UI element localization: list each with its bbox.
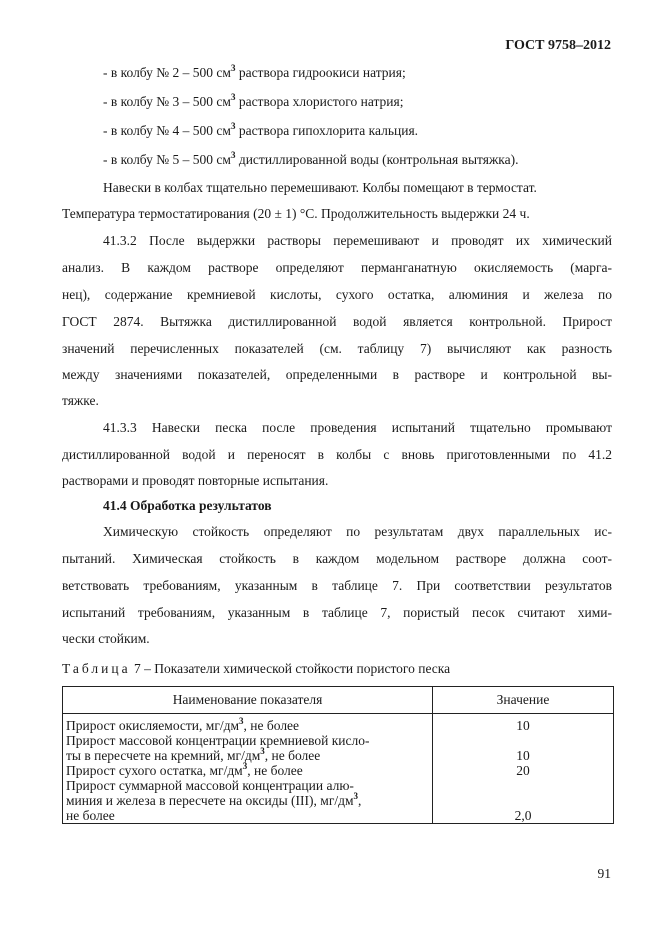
paragraph-line: дистиллированной водой и переносят в колбы с вновь приготовленными по 41.2 bbox=[62, 447, 612, 462]
paragraph-line: испытаний требованиям, указанным в таблице 7, пористый песок считают хими- bbox=[62, 605, 612, 620]
table-row bbox=[63, 763, 614, 778]
paragraph-line: нец), содержание кремниевой кислоты, сухого остатка, алюминия и железа по bbox=[62, 287, 612, 302]
paragraph-line: 41.3.2 После выдержки растворы перемешивают и проводят их химический bbox=[103, 233, 612, 248]
paragraph-line: Навески в колбах тщательно перемешивают. Колбы помещают в термостат. bbox=[103, 180, 537, 195]
paragraph-line: анализ. В каждом растворе определяют перманганатную окисляемость (марга- bbox=[62, 260, 612, 275]
paragraph-line: 41.3.3 Навески песка после проведения испытаний тщательно промывают bbox=[103, 420, 612, 435]
list-item: - в колбу № 5 – 500 $см^3$ дистиллированной воды (контрольная вытяжка). bbox=[103, 150, 519, 167]
table-cell: 20 bbox=[433, 763, 614, 778]
chemical-resistance-table bbox=[62, 686, 614, 824]
table-cell: Прирост окисляемости, $мг/дм^3$, не более bbox=[63, 714, 433, 734]
paragraph-line: Химическую стойкость определяют по результатам двух параллельных ис- bbox=[103, 524, 612, 539]
table-cell: Прирост сухого остатка, $мг/дм^3$, не более bbox=[63, 763, 433, 778]
section-title: 41.4 Обработка результатов bbox=[103, 498, 272, 513]
paragraph-line: ветствовать требованиям, указанным в таблице 7. При соответствии результатов bbox=[62, 578, 612, 593]
table-row bbox=[63, 733, 614, 763]
page-number: 91 bbox=[597, 866, 611, 881]
paragraph-line: значений перечисленных показателей (см. таблицу 7) вычисляют как разность bbox=[62, 341, 612, 356]
table-row bbox=[63, 714, 614, 734]
table-cell: 10 bbox=[433, 714, 614, 734]
paragraph-line: пытаний. Химическая стойкость в каждом модельном растворе должна соот- bbox=[62, 551, 612, 566]
paragraph-line: растворами и проводят повторные испытания. bbox=[62, 473, 329, 488]
document-header: ГОСТ 9758–2012 bbox=[505, 38, 611, 53]
table-caption: Таблица 7 – Показатели химической стойкости пористого песка bbox=[62, 661, 451, 676]
paragraph-line: между значениями показателей, определенными в растворе и контрольной вы- bbox=[62, 367, 612, 382]
paragraph-line: Температура термостатирования (20 ± 1) °С. Продолжительность выдержки 24 ч. bbox=[62, 206, 530, 221]
column-header: Наименование показателя bbox=[63, 687, 433, 714]
table-cell: Прирост массовой концентрации кремниевой кисло- ты в пересчете на кремний, $мг/дм^3$, не более bbox=[63, 733, 433, 763]
table-cell: Прирост суммарной массовой концентрации алю- миния и железа в пересчете на оксиды (III), $мг/дм^3$, не более bbox=[63, 778, 433, 824]
list-item: - в колбу № 4 – 500 $см^3$ раствора гипохлорита кальция. bbox=[103, 121, 419, 138]
paragraph-line: тяжке. bbox=[62, 393, 99, 408]
paragraph-line: ГОСТ 2874. Вытяжка дистиллированной водой является контрольной. Прирост bbox=[62, 314, 612, 329]
paragraph-line: чески стойким. bbox=[62, 631, 150, 646]
table-cell: 2,0 bbox=[433, 778, 614, 824]
list-item: - в колбу № 3 – 500 $см^3$ раствора хлористого натрия; bbox=[103, 92, 404, 109]
table-row bbox=[63, 778, 614, 824]
table-cell: 10 bbox=[433, 733, 614, 763]
column-header: Значение bbox=[433, 687, 614, 714]
list-item: - в колбу № 2 – 500 $см^3$ раствора гидроокиси натрия; bbox=[103, 63, 406, 80]
